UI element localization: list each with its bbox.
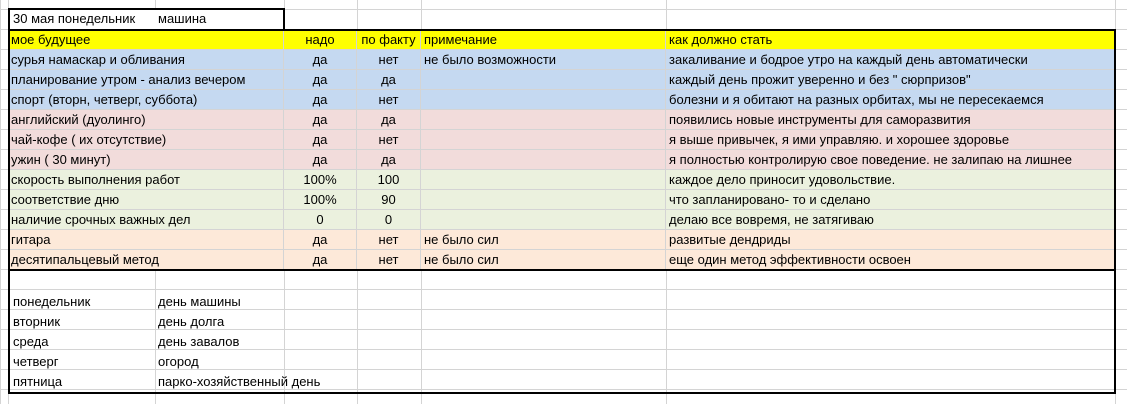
table-cell-goal[interactable]: десятипальцевый метод bbox=[8, 250, 284, 270]
table-cell-goal[interactable]: английский (дуолинго) bbox=[8, 110, 284, 130]
table-cell-note[interactable] bbox=[421, 110, 666, 130]
table-cell-result[interactable]: делаю все вовремя, не затягиваю bbox=[666, 210, 1116, 230]
table-cell-note[interactable]: не было возможности bbox=[421, 50, 666, 70]
goal-header[interactable]: мое будущее bbox=[8, 30, 284, 50]
week-theme-cell[interactable]: парко-хозяйственный день bbox=[158, 374, 321, 389]
week-theme-cell[interactable]: огород bbox=[158, 354, 199, 369]
table-cell-goal[interactable]: ужин ( 30 минут) bbox=[8, 150, 284, 170]
fact-header[interactable]: по факту bbox=[357, 30, 421, 50]
date-cell[interactable]: 30 мая понедельник bbox=[13, 11, 136, 26]
week-theme-cell[interactable]: день завалов bbox=[158, 334, 240, 349]
week-day-cell[interactable]: четверг bbox=[13, 354, 59, 369]
table-cell-need[interactable]: да bbox=[284, 110, 357, 130]
table-cell-note[interactable] bbox=[421, 90, 666, 110]
table-cell-result[interactable]: закаливание и бодрое утро на каждый день автоматически bbox=[666, 50, 1116, 70]
table-cell-need[interactable]: да bbox=[284, 70, 357, 90]
table-cell-fact[interactable]: нет bbox=[357, 250, 421, 270]
week-theme-cell[interactable]: день машины bbox=[158, 294, 241, 309]
week-day-cell[interactable]: вторник bbox=[13, 314, 61, 329]
table-cell-fact[interactable]: нет bbox=[357, 130, 421, 150]
week-day-cell[interactable]: понедельник bbox=[13, 294, 91, 309]
week-day-cell[interactable]: пятница bbox=[13, 374, 63, 389]
table-cell-result[interactable]: развитые дендриды bbox=[666, 230, 1116, 250]
table-cell-note[interactable]: не было сил bbox=[421, 250, 666, 270]
table-cell-result[interactable]: болезни и я обитают на разных орбитах, мы не пересекаемся bbox=[666, 90, 1116, 110]
table-cell-fact[interactable]: 0 bbox=[357, 210, 421, 230]
table-cell-result[interactable]: что запланировано- то и сделано bbox=[666, 190, 1116, 210]
week-day-cell[interactable]: среда bbox=[13, 334, 49, 349]
table-cell-result[interactable]: каждое дело приносит удовольствие. bbox=[666, 170, 1116, 190]
table-cell-note[interactable] bbox=[421, 210, 666, 230]
table-cell-need[interactable]: да bbox=[284, 230, 357, 250]
table-cell-fact[interactable]: нет bbox=[357, 90, 421, 110]
table-cell-need[interactable]: да bbox=[284, 50, 357, 70]
note-header[interactable]: примечание bbox=[421, 30, 666, 50]
table-cell-note[interactable] bbox=[421, 190, 666, 210]
table-cell-goal[interactable]: наличие срочных важных дел bbox=[8, 210, 284, 230]
table-cell-fact[interactable]: нет bbox=[357, 230, 421, 250]
table-cell-fact[interactable]: да bbox=[357, 110, 421, 130]
table-cell-need[interactable]: 0 bbox=[284, 210, 357, 230]
table-cell-note[interactable] bbox=[421, 150, 666, 170]
table-cell-need[interactable]: да bbox=[284, 250, 357, 270]
table-cell-goal[interactable]: спорт (вторн, четверг, суббота) bbox=[8, 90, 284, 110]
need-header[interactable]: надо bbox=[284, 30, 357, 50]
table-cell-result[interactable]: появились новые инструменты для саморазвития bbox=[666, 110, 1116, 130]
table-cell-need[interactable]: 100% bbox=[284, 170, 357, 190]
table-cell-goal[interactable]: чай-кофе ( их отсутствие) bbox=[8, 130, 284, 150]
table-cell-goal[interactable]: соответствие дню bbox=[8, 190, 284, 210]
table-cell-result[interactable]: еще один метод эффективности освоен bbox=[666, 250, 1116, 270]
table-cell-note[interactable] bbox=[421, 170, 666, 190]
table-cell-note[interactable] bbox=[421, 70, 666, 90]
table-cell-note[interactable] bbox=[421, 130, 666, 150]
day-type-cell[interactable]: машина bbox=[158, 11, 207, 26]
table-cell-result[interactable]: я полностью контролирую свое поведение. не залипаю на лишнее bbox=[666, 150, 1116, 170]
week-theme-cell[interactable]: день долга bbox=[158, 314, 225, 329]
table-cell-goal[interactable]: гитара bbox=[8, 230, 284, 250]
table-cell-goal[interactable]: планирование утром - анализ вечером bbox=[8, 70, 284, 90]
table-cell-result[interactable]: каждый день прожит уверенно и без " сюрпризов" bbox=[666, 70, 1116, 90]
table-cell-fact[interactable]: да bbox=[357, 150, 421, 170]
table-cell-fact[interactable]: 90 bbox=[357, 190, 421, 210]
table-cell-need[interactable]: да bbox=[284, 150, 357, 170]
table-cell-fact[interactable]: да bbox=[357, 70, 421, 90]
table-cell-note[interactable]: не было сил bbox=[421, 230, 666, 250]
table-cell-need[interactable]: 100% bbox=[284, 190, 357, 210]
table-cell-need[interactable]: да bbox=[284, 90, 357, 110]
table-cell-fact[interactable]: нет bbox=[357, 50, 421, 70]
table-cell-goal[interactable]: скорость выполнения работ bbox=[8, 170, 284, 190]
table-cell-need[interactable]: да bbox=[284, 130, 357, 150]
table-cell-fact[interactable]: 100 bbox=[357, 170, 421, 190]
table-cell-goal[interactable]: сурья намаскар и обливания bbox=[8, 50, 284, 70]
table-cell-result[interactable]: я выше привычек, я ими управляю. и хорошее здоровье bbox=[666, 130, 1116, 150]
result-header[interactable]: как должно стать bbox=[666, 30, 1116, 50]
